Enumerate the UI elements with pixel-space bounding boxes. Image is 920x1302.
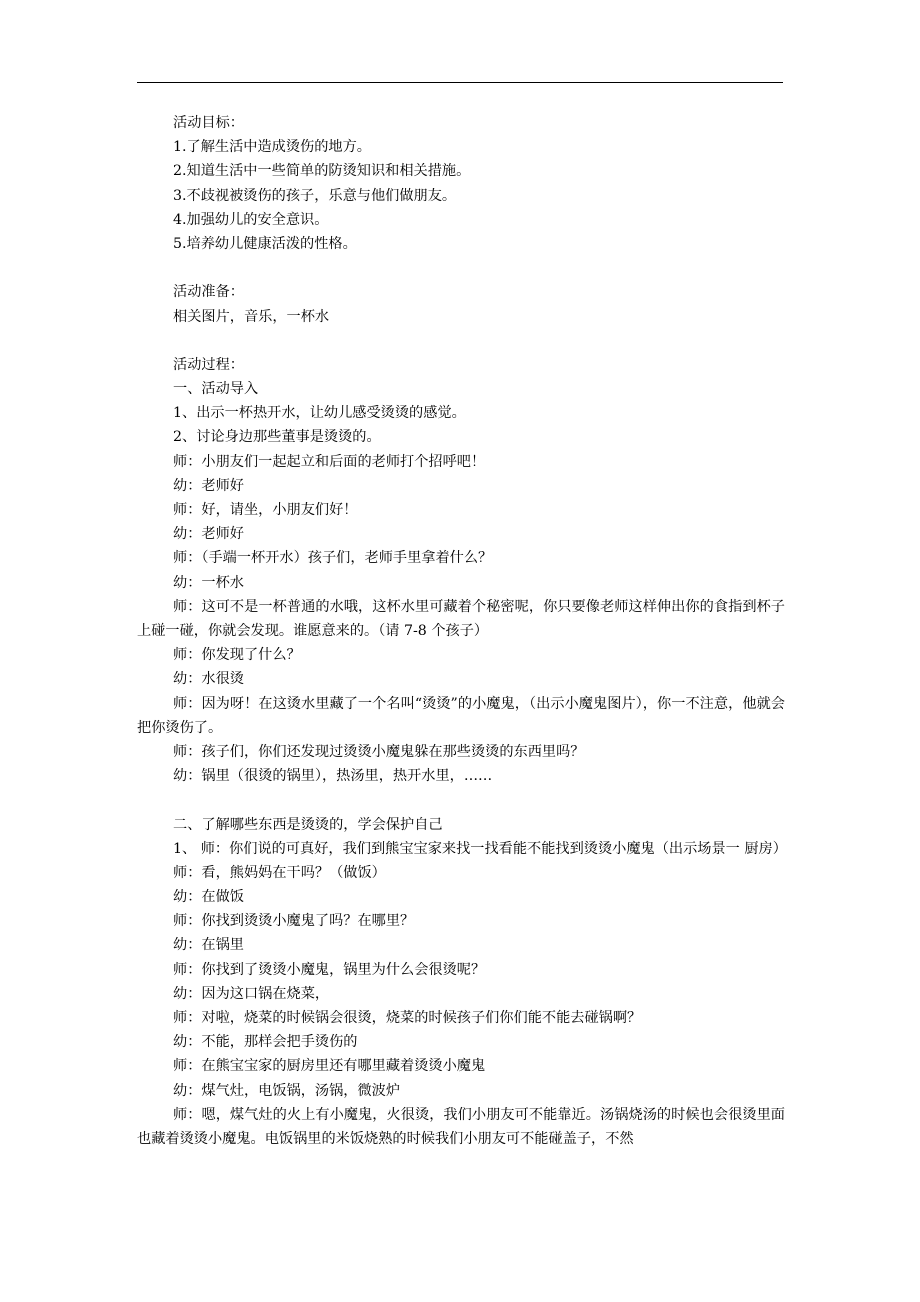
dialogue-line: 2、讨论身边那些董事是烫烫的。 [173,429,381,446]
dialogue-line: 幼：因为这口锅在烧菜， [173,985,330,1002]
goal-item: 4.加强幼儿的安全意识。 [173,211,329,228]
document-body [137,111,785,1151]
spacer [137,788,785,812]
process-heading: 活动过程： [173,356,244,373]
dialogue-line: 师：你发现了什么？ [173,647,301,664]
dialogue-line: 师：小朋友们一起起立和后面的老师打个招呼吧！ [173,453,486,470]
dialogue-line: 幼：煤气灶，电饭锅，汤锅，微波炉 [173,1082,401,1099]
dialogue-line: 1、出示一杯热开水，让幼儿感受烫烫的感觉。 [173,405,466,422]
dialogue-paragraph: 1、 师：你们说的可真好，我们到熊宝宝家来找一找看能不能找到烫烫小魔鬼（出示场景一 厨房） [173,840,787,857]
spacer [137,329,785,353]
dialogue-line: 师：对啦，烧菜的时候锅会很烫，烧菜的时候孩子们你们能不能去碰锅啊？ [173,1010,642,1027]
dialogue-line: 幼：不能，那样会把手烫伤的 [173,1034,358,1051]
prep-text: 相关图片，音乐，一杯水 [173,308,330,325]
goal-item: 1.了解生活中造成烫伤的地方。 [173,139,371,156]
goals-heading: 活动目标： [173,115,244,131]
dialogue-paragraph: 师：嗯，煤气灶的火上有小魔鬼，火很烫，我们小朋友可不能靠近。汤锅烧汤的时候也会很烫里面也藏着烫烫小魔鬼。电饭锅里的米饭烧熟的时候我们小朋友可不能碰盖子，不然 [137,1106,785,1147]
goal-item: 3.不歧视被烫伤的孩子，乐意与他们做朋友。 [173,187,457,204]
prep-heading: 活动准备： [173,284,244,301]
dialogue-line: 师：看，熊妈妈在干吗？（做饭） [173,864,386,881]
spacer [137,256,785,280]
dialogue-line: 师：你找到了烫烫小魔鬼，锅里为什么会很烫呢？ [173,961,486,978]
dialogue-line: 幼：在做饭 [173,889,244,906]
dialogue-line: 幼：在锅里 [173,937,244,954]
goal-item: 2.知道生活中一些简单的防烫知识和相关措施。 [173,163,471,180]
header-rule [137,82,783,83]
dialogue-paragraph: 师：因为呀！在这烫水里藏了一个名叫“烫烫”的小魔鬼，（出示小魔鬼图片），你一不注意，他就会把你烫伤了。 [137,695,785,736]
dialogue-paragraph: 师：这可不是一杯普通的水哦，这杯水里可藏着个秘密呢，你只要像老师这样伸出你的食指到杯子上碰一碰，你就会发现。谁愿意来的。（请 7-8 个孩子） [137,598,785,639]
dialogue-line: 师：（手端一杯开水）孩子们，老师手里拿着什么？ [173,550,493,567]
dialogue-line: 幼：老师好 [173,526,244,543]
dialogue-line: 幼：锅里（很烫的锅里），热汤里，热开水里，…… [173,768,493,785]
dialogue-line: 师：孩子们，你们还发现过烫烫小魔鬼躲在那些烫烫的东西里吗？ [173,743,585,760]
dialogue-line: 幼：老师好 [173,477,244,494]
dialogue-line: 师：在熊宝宝家的厨房里还有哪里藏着烫烫小魔鬼 [173,1058,486,1075]
dialogue-line: 师：你找到烫烫小魔鬼了吗？在哪里？ [173,913,415,930]
part2-title: 二、了解哪些东西是烫烫的，学会保护自己 [173,816,443,833]
goal-item: 5.培养幼儿健康活泼的性格。 [173,235,357,252]
part1-title: 一、活动导入 [173,381,259,398]
dialogue-line: 幼：一杯水 [173,574,244,591]
dialogue-line: 师：好，请坐，小朋友们好！ [173,502,358,518]
dialogue-line: 幼：水很烫 [173,671,244,688]
